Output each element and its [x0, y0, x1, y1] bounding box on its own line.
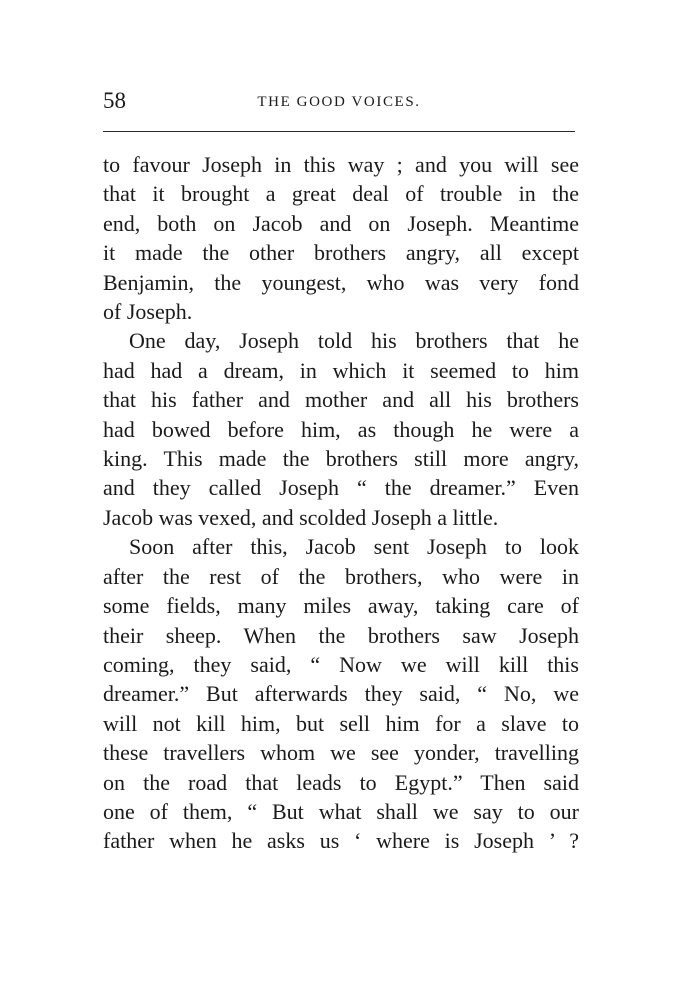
text-line: that his father and mother and all his brothers: [103, 387, 579, 413]
page-number: 58: [103, 88, 126, 113]
text-line: one of them, “ But what shall we say to our: [103, 798, 579, 824]
text-line: Jacob was vexed, and scolded Joseph a little.: [103, 504, 499, 530]
text-line: it made the other brothers angry, all except: [103, 240, 579, 266]
text-line: Benjamin, the youngest, who was very fond: [103, 269, 579, 295]
page-header: [103, 86, 575, 116]
text-line: had had a dream, in which it seemed to him: [103, 357, 579, 383]
text-line: dreamer.” But afterwards they said, “ No, we: [103, 681, 579, 707]
text-line: some fields, many miles away, taking care of: [103, 593, 579, 619]
text-line: that it brought a great deal of trouble in the: [103, 181, 579, 207]
text-line: these travellers whom we see yonder, travelling: [103, 740, 579, 766]
text-line: to favour Joseph in this way ; and you will see: [103, 152, 579, 177]
text-line: and they called Joseph “ the dreamer.” Even: [103, 475, 579, 501]
text-line: had bowed before him, as though he were a: [103, 416, 579, 442]
text-line: end, both on Jacob and on Joseph. Meantime: [103, 210, 579, 236]
text-line: after the rest of the brothers, who were in: [103, 563, 579, 589]
text-line: coming, they said, “ Now we will kill this: [103, 651, 579, 677]
text-line: One day, Joseph told his brothers that he: [129, 328, 579, 354]
text-line: king. This made the brothers still more angry,: [103, 446, 579, 472]
running-head: THE GOOD VOICES.: [257, 94, 421, 110]
paragraph: [103, 326, 579, 532]
text-line: on the road that leads to Egypt.” Then said: [103, 769, 579, 795]
text-line: Soon after this, Jacob sent Joseph to look: [129, 534, 579, 560]
text-line: will not kill him, but sell him for a slave to: [103, 710, 579, 736]
text-line: of Joseph.: [103, 299, 193, 325]
paragraph: [103, 150, 579, 326]
header-rule: [103, 131, 575, 132]
body-text: [103, 150, 579, 856]
text-line: their sheep. When the brothers saw Joseph: [103, 622, 579, 648]
text-line: father when he asks us ‘ where is Joseph ’ ?: [103, 828, 579, 854]
paragraph: [103, 532, 579, 855]
